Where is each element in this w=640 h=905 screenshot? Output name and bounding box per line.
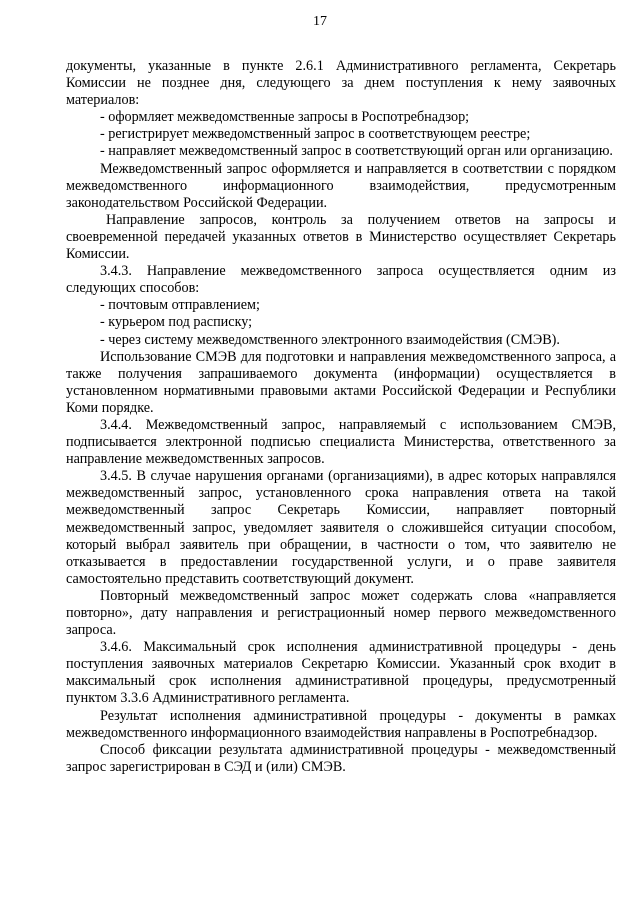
section-3-4-6: 3.4.6. Максимальный срок исполнения административной процедуры - день поступления заявочных материалов Секретарю Комиссии. Указанный срок входит в максимальный срок исполнения административной процедуры, предусмотренный пунктом 3.3.6 Административного регламента. [66, 639, 616, 707]
section-3-4-4: 3.4.4. Межведомственный запрос, направляемый с использованием СМЭВ, подписывается электронной подписью специалиста Министерства, ответственного за направление межведомственных запросов. [66, 416, 616, 468]
list-item: - курьером под расписку; [100, 314, 253, 331]
paragraph: документы, указанные в пункте 2.6.1 Административного регламента, Секретарь Комиссии не позднее дня, следующего за днем поступления к нему заявочных материалов: [66, 58, 616, 109]
paragraph: Повторный межведомственный запрос может содержать слова «направляется повторно», дату направления и регистрационный номер первого межведомственного запроса. [66, 587, 616, 639]
page-number: 17 [313, 14, 327, 29]
section-3-4-5: 3.4.5. В случае нарушения органами (организациями), в адрес которых направлялся межведомственный запрос, установленного срока направления ответа на такой межведомственный запрос Секретарь Комиссии, направляет повторный межведомственный запрос, уведомляет заявителя о сложившейся ситуации способом, который выбрал заявитель при обращении, в частности о том, что заявителю не отказывается в предоставлении государственной услуги, и о праве заявителя самостоятельно представить соответствующий документ. [66, 468, 616, 587]
paragraph: Использование СМЭВ для подготовки и направления межведомственного запроса, а также получения запрашиваемого документа (информации) осуществляется в установленном нормативными правовыми актами Российской Федерации и Республики Коми порядке. [66, 348, 616, 416]
paragraph: Способ фиксации результата административной процедуры - межведомственный запрос зарегистрирован в СЭД и (или) СМЭВ. [66, 741, 616, 775]
list-item: - почтовым отправлением; [100, 297, 260, 314]
document-body [66, 58, 616, 776]
paragraph: Межведомственный запрос оформляется и направляется в соответствии с порядком межведомственного информационного взаимодействия, предусмотренным законодательством Российской Федерации. [66, 160, 616, 211]
list-item: - через систему межведомственного электронного взаимодействия (СМЭВ). [100, 331, 560, 348]
list-item: - регистрирует межведомственный запрос в соответствующем реестре; [100, 126, 531, 143]
list-item: - оформляет межведомственные запросы в Роспотребнадзор; [100, 109, 470, 126]
section-3-4-3: 3.4.3. Направление межведомственного запроса осуществляется одним из следующих способов: [66, 263, 616, 297]
paragraph: Результат исполнения административной процедуры - документы в рамках межведомственного информационного взаимодействия направлены в Роспотребнадзор. [66, 707, 616, 741]
list-item: - направляет межведомственный запрос в соответствующий орган или организацию. [100, 143, 613, 160]
paragraph: Направление запросов, контроль за получением ответов на запросы и своевременной передачей указанных ответов в Министерство осуществляет Секретарь Комиссии. [66, 211, 616, 263]
